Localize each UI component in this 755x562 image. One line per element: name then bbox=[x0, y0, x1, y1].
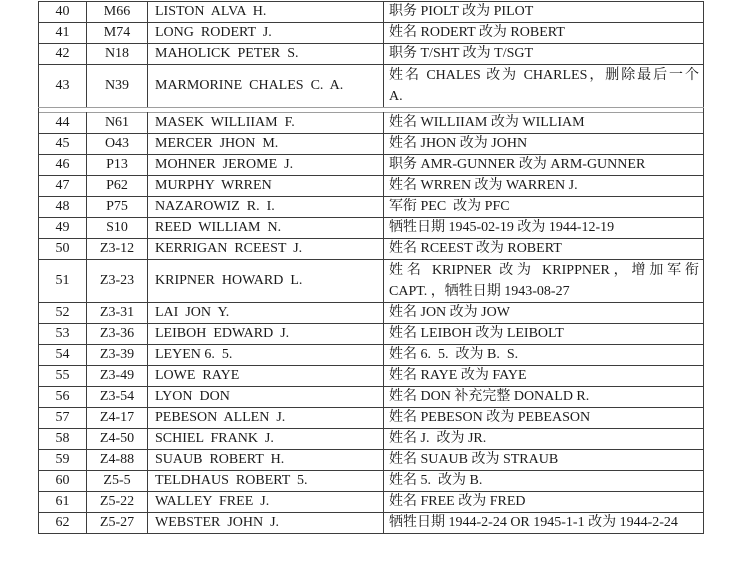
table-body bbox=[39, 2, 704, 534]
table-row bbox=[39, 471, 704, 492]
code-cell: Z3-12 bbox=[87, 239, 148, 260]
note-cell: 姓名 6. 5. 改为 B. S. bbox=[384, 345, 704, 366]
code-cell: M74 bbox=[87, 23, 148, 44]
note-line: 姓名 KRIPNER 改为 KRIPPNER，增加军衔 bbox=[389, 263, 699, 278]
code-cell: N18 bbox=[87, 44, 148, 65]
row-number-cell: 59 bbox=[39, 450, 87, 471]
corrections-table bbox=[38, 1, 704, 534]
name-cell: SUAUB ROBERT H. bbox=[148, 450, 384, 471]
note-cell bbox=[384, 260, 704, 303]
code-cell: Z3-39 bbox=[87, 345, 148, 366]
code-cell: Z3-23 bbox=[87, 260, 148, 303]
table-row bbox=[39, 324, 704, 345]
code-cell: P62 bbox=[87, 176, 148, 197]
name-cell: MASEK WILLIIAM F. bbox=[148, 113, 384, 134]
code-cell: P75 bbox=[87, 197, 148, 218]
table-row bbox=[39, 155, 704, 176]
note-cell: 职务 PIOLT 改为 PILOT bbox=[384, 2, 704, 23]
note-cell: 姓名 FREE 改为 FRED bbox=[384, 492, 704, 513]
name-cell: REED WILLIAM N. bbox=[148, 218, 384, 239]
table-row bbox=[39, 65, 704, 108]
note-cell: 姓名 J. 改为 JR. bbox=[384, 429, 704, 450]
table-row bbox=[39, 513, 704, 534]
row-number-cell: 57 bbox=[39, 408, 87, 429]
row-number-cell: 53 bbox=[39, 324, 87, 345]
note-cell: 牺牲日期 1945-02-19 改为 1944-12-19 bbox=[384, 218, 704, 239]
row-number-cell: 43 bbox=[39, 65, 87, 108]
row-number-cell: 61 bbox=[39, 492, 87, 513]
note-line: A. bbox=[389, 89, 403, 104]
note-cell: 姓名 WILLIIAM 改为 WILLIAM bbox=[384, 113, 704, 134]
note-cell: 军衔 PEC 改为 PFC bbox=[384, 197, 704, 218]
note-cell: 姓名 SUAUB 改为 STRAUB bbox=[384, 450, 704, 471]
name-cell: MOHNER JEROME J. bbox=[148, 155, 384, 176]
note-cell: 姓名 WRREN 改为 WARREN J. bbox=[384, 176, 704, 197]
name-cell: MERCER JHON M. bbox=[148, 134, 384, 155]
note-cell: 姓名 PEBESON 改为 PEBEASON bbox=[384, 408, 704, 429]
note-cell: 职务 AMR-GUNNER 改为 ARM-GUNNER bbox=[384, 155, 704, 176]
name-cell: LEIBOH EDWARD J. bbox=[148, 324, 384, 345]
note-cell: 姓名 LEIBOH 改为 LEIBOLT bbox=[384, 324, 704, 345]
note-cell: 姓名 JON 改为 JOW bbox=[384, 303, 704, 324]
name-cell: LEYEN 6. 5. bbox=[148, 345, 384, 366]
code-cell: Z3-31 bbox=[87, 303, 148, 324]
name-cell: LYON DON bbox=[148, 387, 384, 408]
table-row bbox=[39, 23, 704, 44]
name-cell: WALLEY FREE J. bbox=[148, 492, 384, 513]
note-cell: 姓名 RAYE 改为 FAYE bbox=[384, 366, 704, 387]
name-cell: MAHOLICK PETER S. bbox=[148, 44, 384, 65]
table-row bbox=[39, 429, 704, 450]
code-cell: Z4-17 bbox=[87, 408, 148, 429]
row-number-cell: 47 bbox=[39, 176, 87, 197]
note-cell: 姓名 5. 改为 B. bbox=[384, 471, 704, 492]
row-number-cell: 54 bbox=[39, 345, 87, 366]
table-row bbox=[39, 218, 704, 239]
name-cell: KERRIGAN RCEEST J. bbox=[148, 239, 384, 260]
table-row bbox=[39, 450, 704, 471]
code-cell: P13 bbox=[87, 155, 148, 176]
table-row bbox=[39, 239, 704, 260]
name-cell: TELDHAUS ROBERT 5. bbox=[148, 471, 384, 492]
note-cell: 姓名 RCEEST 改为 ROBERT bbox=[384, 239, 704, 260]
code-cell: N61 bbox=[87, 113, 148, 134]
code-cell: Z4-50 bbox=[87, 429, 148, 450]
code-cell: Z4-88 bbox=[87, 450, 148, 471]
code-cell: N39 bbox=[87, 65, 148, 108]
row-number-cell: 41 bbox=[39, 23, 87, 44]
name-cell: MARMORINE CHALES C. A. bbox=[148, 65, 384, 108]
row-number-cell: 62 bbox=[39, 513, 87, 534]
table-row bbox=[39, 44, 704, 65]
name-cell: LOWE RAYE bbox=[148, 366, 384, 387]
code-cell: M66 bbox=[87, 2, 148, 23]
row-number-cell: 55 bbox=[39, 366, 87, 387]
table-row bbox=[39, 366, 704, 387]
row-number-cell: 42 bbox=[39, 44, 87, 65]
code-cell: S10 bbox=[87, 218, 148, 239]
table-row bbox=[39, 113, 704, 134]
name-cell: NAZAROWIZ R. I. bbox=[148, 197, 384, 218]
code-cell: Z3-54 bbox=[87, 387, 148, 408]
note-cell: 牺牲日期 1944-2-24 OR 1945-1-1 改为 1944-2-24 bbox=[384, 513, 704, 534]
table-row bbox=[39, 2, 704, 23]
row-number-cell: 58 bbox=[39, 429, 87, 450]
code-cell: Z5-5 bbox=[87, 471, 148, 492]
name-cell: LONG RODERT J. bbox=[148, 23, 384, 44]
table-row bbox=[39, 260, 704, 303]
table-row bbox=[39, 134, 704, 155]
table-row bbox=[39, 197, 704, 218]
code-cell: Z5-27 bbox=[87, 513, 148, 534]
note-cell: 姓名 JHON 改为 JOHN bbox=[384, 134, 704, 155]
row-number-cell: 40 bbox=[39, 2, 87, 23]
note-cell bbox=[384, 65, 704, 108]
note-cell: 职务 T/SHT 改为 T/SGT bbox=[384, 44, 704, 65]
table-row bbox=[39, 492, 704, 513]
table-row bbox=[39, 176, 704, 197]
row-number-cell: 50 bbox=[39, 239, 87, 260]
code-cell: Z5-22 bbox=[87, 492, 148, 513]
row-number-cell: 49 bbox=[39, 218, 87, 239]
name-cell: LISTON ALVA H. bbox=[148, 2, 384, 23]
code-cell: Z3-49 bbox=[87, 366, 148, 387]
name-cell: PEBESON ALLEN J. bbox=[148, 408, 384, 429]
row-number-cell: 45 bbox=[39, 134, 87, 155]
table-row bbox=[39, 408, 704, 429]
row-number-cell: 52 bbox=[39, 303, 87, 324]
name-cell: SCHIEL FRANK J. bbox=[148, 429, 384, 450]
code-cell: O43 bbox=[87, 134, 148, 155]
code-cell: Z3-36 bbox=[87, 324, 148, 345]
name-cell: MURPHY WRREN bbox=[148, 176, 384, 197]
row-number-cell: 48 bbox=[39, 197, 87, 218]
note-cell: 姓名 DON 补充完整 DONALD R. bbox=[384, 387, 704, 408]
note-line: CAPT. ，牺牲日期 1943-08-27 bbox=[389, 284, 570, 299]
table-row bbox=[39, 345, 704, 366]
row-number-cell: 46 bbox=[39, 155, 87, 176]
table-row bbox=[39, 387, 704, 408]
row-number-cell: 51 bbox=[39, 260, 87, 303]
row-number-cell: 56 bbox=[39, 387, 87, 408]
name-cell: WEBSTER JOHN J. bbox=[148, 513, 384, 534]
row-number-cell: 60 bbox=[39, 471, 87, 492]
name-cell: KRIPNER HOWARD L. bbox=[148, 260, 384, 303]
note-cell: 姓名 RODERT 改为 ROBERT bbox=[384, 23, 704, 44]
name-cell: LAI JON Y. bbox=[148, 303, 384, 324]
table-row bbox=[39, 303, 704, 324]
note-line: 姓名 CHALES 改为 CHARLES，删除最后一个 bbox=[389, 68, 699, 83]
row-number-cell: 44 bbox=[39, 113, 87, 134]
